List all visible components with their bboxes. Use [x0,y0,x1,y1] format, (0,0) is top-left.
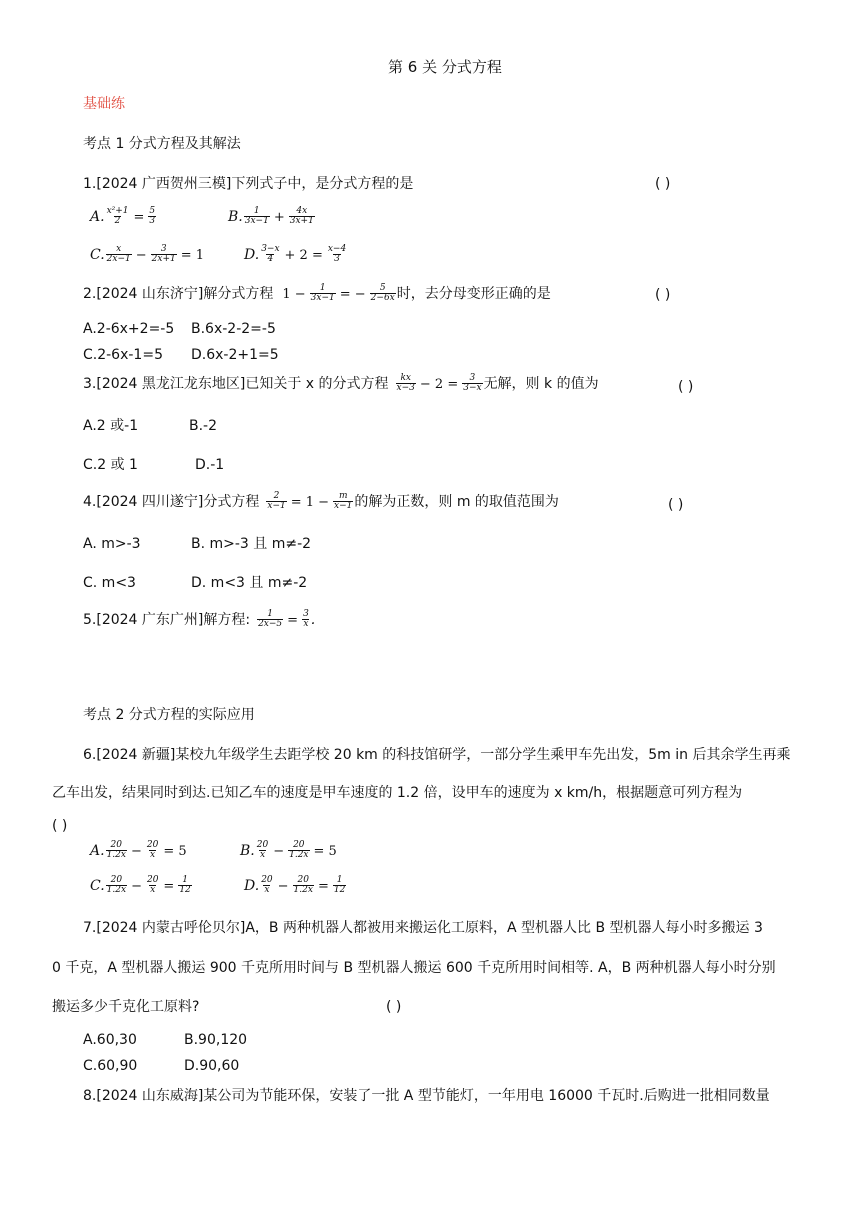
numerator: 20 [146,875,159,885]
operator: + 2 = [284,247,323,263]
fraction [257,610,283,630]
denominator: 2x+1 [151,254,176,265]
operator: − [273,843,285,859]
q7-option-d: D.90,60 [184,1058,240,1074]
operator: = [163,878,175,894]
fraction [244,207,270,227]
q7-option-b: B.90,120 [184,1032,248,1048]
fraction [293,876,314,896]
numerator: x−4 [327,244,347,254]
numerator: 3 [469,373,476,383]
numerator: 5 [149,206,156,216]
fraction [260,876,273,896]
q2-stem [83,284,551,304]
denominator: x [303,619,309,630]
q3-option-b: B.-2 [189,418,218,434]
kaodian-2-heading: 考点 2 分式方程的实际应用 [83,707,255,723]
fraction [178,876,191,896]
q1-option-d [244,245,348,265]
fraction [333,492,353,512]
q7-line-2: 0 千克，A 型机器人搬运 900 千克所用时间与 B 型机器人搬运 600 千克所用时间相等. A，B 两种机器人每小时分别 [52,960,776,976]
fraction [151,245,177,265]
stem-text: 的解为正数，则 m 的取值范围为 [354,493,559,510]
fraction [106,245,132,265]
operator: = 1 [180,247,205,263]
numerator: 2 [273,491,280,501]
section-label: 基础练 [83,96,125,112]
fraction [396,374,416,394]
denominator: 3−x [463,383,482,394]
q4-stem [83,492,559,512]
fraction [289,207,315,227]
numerator: x²+1 [106,206,129,216]
option-letter: B. [240,842,255,859]
q1-option-a [90,207,157,227]
denominator: 12 [333,885,346,896]
page-title: 第 6 关 分式方程 [388,58,502,76]
denominator: 1.2x [289,850,309,861]
numerator: 1 [253,206,260,216]
denominator: x [259,850,266,861]
fraction [256,841,269,861]
denominator: 3x−1 [310,293,335,304]
denominator: 2 [114,216,121,227]
numerator: 5 [379,283,386,293]
q5-equation [256,609,316,630]
operator: − [277,878,289,894]
kaodian-1-heading: 考点 1 分式方程及其解法 [83,136,241,152]
fraction [260,245,280,265]
numerator: 1 [336,875,343,885]
numerator: m [338,491,348,501]
q3-option-d: D.-1 [195,457,225,473]
operator: = [287,612,299,628]
operator: = 5 [313,843,337,859]
fraction [288,841,309,861]
numerator: 20 [297,875,309,885]
stem-text: 时，去分母变形正确的是 [396,285,551,302]
denominator: x−1 [267,501,286,512]
option-letter: A. [90,208,105,225]
q3-stem [83,374,599,394]
numerator: 1 [267,609,273,619]
operator: = 5 [163,843,187,859]
q3-option-c: C.2 或 1 [83,457,138,473]
q2-option-c: C.2-6x-1=5 [83,347,163,363]
operator: − [131,878,142,894]
q5-stem [83,610,315,630]
q6-line-2: 乙车出发，结果同时到达.已知乙车的速度是甲车速度的 1.2 倍，设甲车的速度为 x km/h，根据题意可列方程为 [52,785,743,801]
q7-line-3: 搬运多少千克化工原料? [52,999,200,1015]
numerator: 3 [303,609,309,619]
numerator: 20 [146,840,159,850]
q7-option-a: A.60,30 [83,1032,137,1048]
denominator: x−3 [396,383,415,394]
fraction [146,841,159,861]
stem-text: 3.[2024 黑龙江龙东地区]已知关于 x 的分式方程 [83,375,389,392]
fraction [333,876,346,896]
denominator: 3x+1 [289,216,314,227]
q2-equation [279,283,396,304]
fraction [266,492,286,512]
q6-option-b [240,841,340,861]
operator: 1 − [282,286,306,302]
fraction [310,284,336,304]
q7-option-c: C.60,90 [83,1058,138,1074]
option-letter: A. [90,842,105,859]
operator: + [273,209,285,225]
q4-option-b: B. m>-3 且 m≠-2 [191,536,312,552]
numerator: kx [400,373,411,383]
fraction [370,284,396,304]
option-letter: D. [244,246,260,263]
fraction [302,610,310,630]
numerator: x [116,244,122,254]
fraction [106,841,127,861]
numerator: 20 [110,875,123,885]
stem-text: 4.[2024 四川遂宁]分式方程 [83,493,260,510]
numerator: 3−x [261,244,280,254]
fraction [327,245,347,265]
numerator: 4x [296,206,308,216]
denominator: x [150,850,156,861]
numerator: 20 [110,840,122,850]
q3-answer-paren: ( ) [678,379,694,395]
numerator: 1 [182,875,188,885]
q7-line-1: 7.[2024 内蒙古呼伦贝尔]A，B 两种机器人都被用来搬运化工原料，A 型机器人比 B 型机器人每小时多搬运 3 [83,920,763,936]
q4-equation [265,491,354,512]
stem-text: 2.[2024 山东济宁]解分式方程 [83,285,274,302]
stem-text: 无解，则 k 的值为 [483,375,599,392]
operator: − [135,247,147,263]
q6-line-1: 6.[2024 新疆]某校九年级学生去距学校 20 km 的科技馆研学，一部分学生乘甲车先出发，5m in 后其余学生再乘 [83,747,791,763]
period: . [310,611,316,628]
denominator: 1.2x [106,885,127,896]
numerator: 20 [261,875,273,885]
fraction [462,374,482,394]
q1-option-c [90,245,207,265]
denominator: 12 [179,885,191,896]
fraction [106,876,127,896]
q4-option-d: D. m<3 且 m≠-2 [191,575,308,591]
denominator: 3 [149,216,156,227]
q1-option-b [228,207,316,227]
fraction [106,207,130,227]
fraction [148,207,156,227]
denominator: 1.2x [293,885,313,896]
q1-stem: 1.[2024 广西贺州三模]下列式子中，是分式方程的是 [83,176,414,192]
q4-answer-paren: ( ) [668,497,684,513]
denominator: 1.2x [106,850,126,861]
denominator: 2x−1 [106,254,131,265]
q7-answer-paren: ( ) [386,999,402,1015]
q3-option-a: A.2 或-1 [83,418,139,434]
q8-line-1: 8.[2024 山东威海]某公司为节能环保，安装了一批 A 型节能灯，一年用电 16000 千瓦时.后购进一批相同数量 [83,1088,770,1104]
q6-option-c [90,876,193,896]
q1-answer-paren: ( ) [655,176,671,192]
q2-option-d: D.6x-2+1=5 [191,347,279,363]
q4-option-a: A. m>-3 [83,536,141,552]
numerator: 20 [293,840,305,850]
numerator: 1 [319,283,326,293]
q6-option-d [244,876,347,896]
operator: = [133,209,145,225]
option-letter: C. [90,877,105,894]
q6-option-a [90,841,190,861]
stem-text: 5.[2024 广东广州]解方程: [83,611,251,628]
denominator: 2x−5 [258,619,283,630]
denominator: x−1 [334,501,353,512]
q6-answer-paren: ( ) [52,818,68,834]
denominator: 2−6x [370,293,395,304]
operator: = − [339,286,366,302]
denominator: 3x−1 [244,216,269,227]
denominator: 3 [334,254,340,265]
q3-equation [395,373,484,394]
denominator: x [150,885,156,896]
option-letter: B. [228,208,243,225]
operator: = [317,878,329,894]
q2-answer-paren: ( ) [655,287,671,303]
q2-option-a: A.2-6x+2=-5 [83,321,175,337]
fraction [146,876,159,896]
operator: = 1 − [290,494,330,510]
denominator: 4 [267,254,274,265]
q4-option-c: C. m<3 [83,575,136,591]
operator: − 2 = [419,376,459,392]
numerator: 20 [256,840,269,850]
operator: − [130,843,142,859]
numerator: 3 [160,244,167,254]
q2-option-b: B.6x-2-2=-5 [191,321,276,337]
option-letter: C. [90,246,105,263]
option-letter: D. [244,877,260,894]
denominator: x [264,885,270,896]
